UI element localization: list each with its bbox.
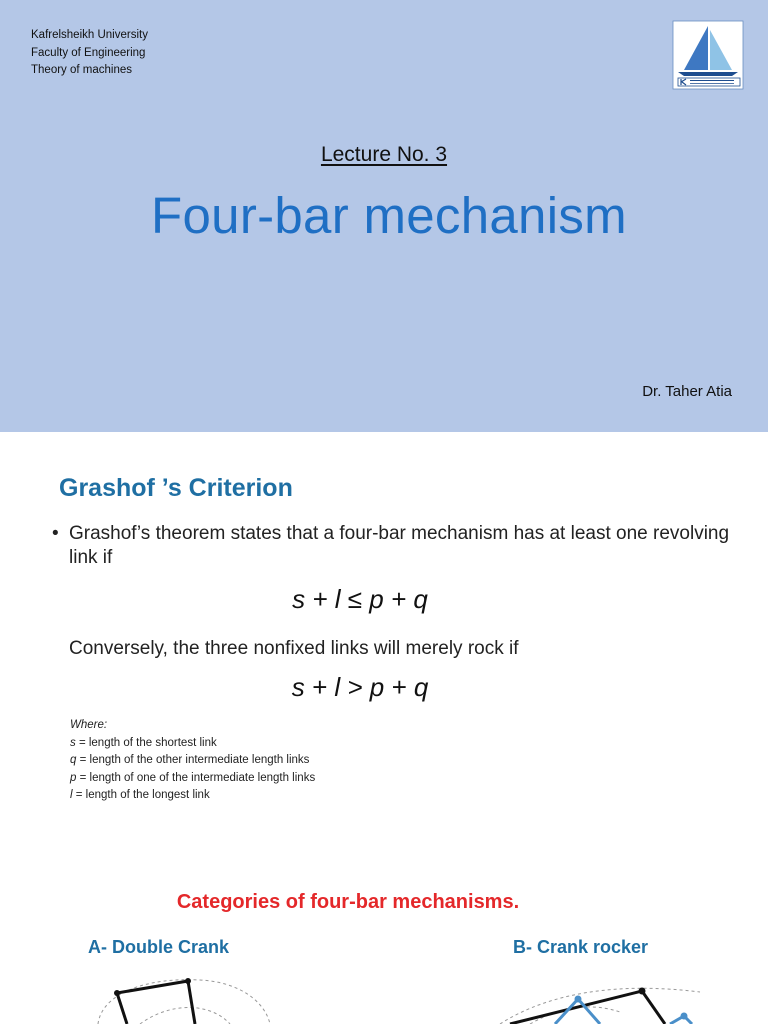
grashof-slide (0, 432, 768, 1024)
definition-item: q = length of the other intermediate length links (70, 754, 310, 766)
conversely-text: Conversely, the three nonfixed links will merely rock if (69, 638, 519, 659)
author-name: Dr. Taher Atia (642, 383, 732, 400)
variable-definitions (70, 717, 315, 805)
crank-rocker-diagram (470, 972, 710, 1024)
category-crank-rocker: B- Crank rocker (513, 937, 649, 957)
university-header (31, 27, 148, 80)
revolving-condition-formula: s + l ≤ p + q (292, 584, 428, 614)
title-slide (0, 0, 768, 432)
where-label: Where: (70, 719, 108, 731)
course-name: Theory of machines (31, 64, 132, 76)
definition-item: p = length of one of the intermediate length links (70, 771, 316, 784)
faculty-name: Faculty of Engineering (31, 46, 146, 59)
section-title: Grashof ’s Criterion (59, 474, 293, 502)
slide-title: Four-bar mechanism (151, 187, 627, 244)
theorem-text: Grashof’s theorem states that a four-bar mechanism has at least one revolving link if (69, 523, 730, 568)
bullet-dot-icon: • (52, 523, 59, 544)
category-double-crank: A- Double Crank (88, 937, 230, 957)
lecture-number: Lecture No. 3 (320, 143, 448, 166)
definition-item: l = length of the longest link (70, 789, 210, 801)
categories-title: Categories of four-bar mechanisms. (176, 891, 520, 913)
rocking-condition-formula: s + l > p + q (291, 672, 429, 702)
theorem-bullet (52, 522, 732, 570)
definition-item: s = length of the shortest link (70, 736, 217, 749)
university-name: Kafrelsheikh University (31, 29, 148, 41)
double-crank-diagram (80, 972, 290, 1024)
university-logo-icon (672, 20, 744, 90)
